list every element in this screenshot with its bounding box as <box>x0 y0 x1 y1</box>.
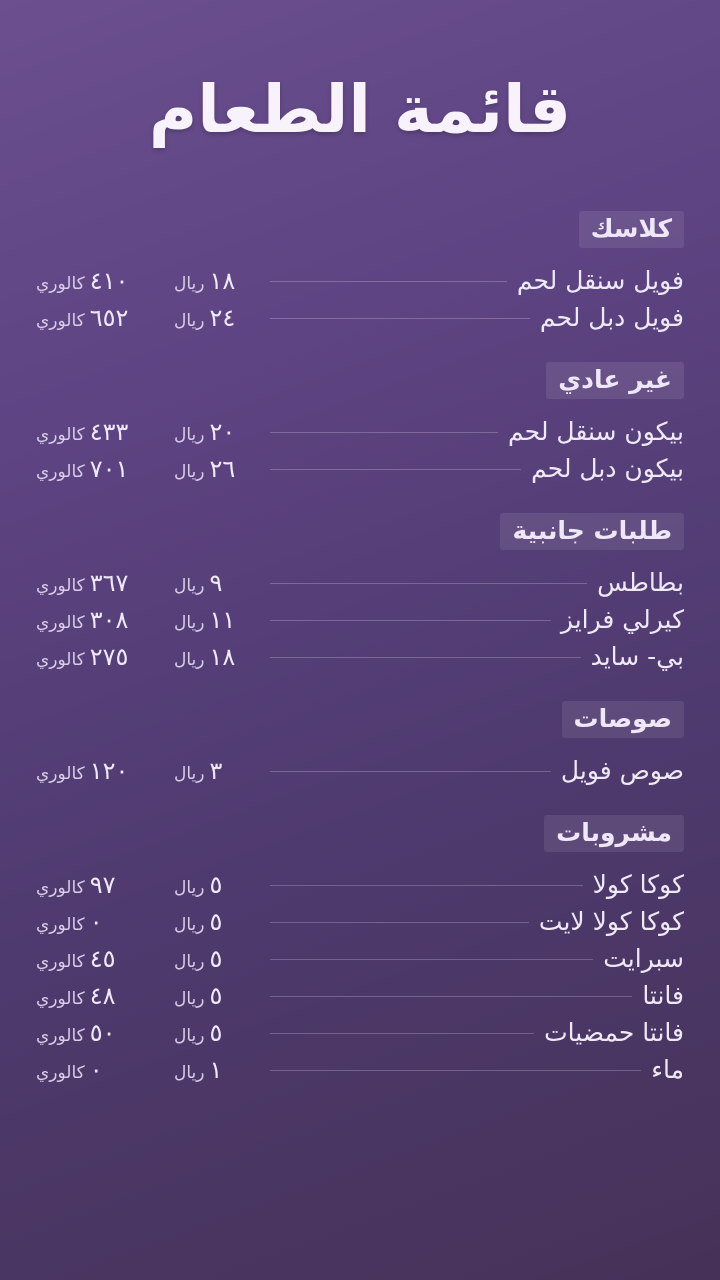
calorie-unit-label: كالوري <box>36 424 85 445</box>
menu-item-name: كيرلي فرايز <box>560 604 684 634</box>
leader-line <box>270 995 632 997</box>
menu-sections <box>36 211 684 1114</box>
price-value: ٥ <box>209 944 223 973</box>
menu-item-calories <box>36 606 164 634</box>
leader-line <box>270 468 521 470</box>
leader-line <box>270 921 529 923</box>
menu-item-calories <box>36 945 164 973</box>
section-title: طلبات جانبية <box>500 513 684 550</box>
menu-item-price <box>174 871 260 899</box>
menu-item-name: فانتا <box>642 980 684 1010</box>
menu-item-price <box>174 418 260 446</box>
calories-value: ١٢٠ <box>89 756 129 785</box>
section-header <box>36 701 684 738</box>
leader-line <box>270 770 551 772</box>
menu-item-calories <box>36 455 164 483</box>
menu-section <box>36 211 684 336</box>
calories-value: ٣٠٨ <box>89 605 129 634</box>
section-title: صوصات <box>562 701 685 738</box>
menu-item-price <box>174 757 260 785</box>
menu-item-price <box>174 455 260 483</box>
menu-item-calories <box>36 982 164 1010</box>
calorie-unit-label: كالوري <box>36 575 85 596</box>
currency-label: ريال <box>174 877 205 898</box>
price-value: ٢٤ <box>209 303 236 332</box>
currency-label: ريال <box>174 763 205 784</box>
menu-item-calories <box>36 757 164 785</box>
calorie-unit-label: كالوري <box>36 461 85 482</box>
menu-item-calories <box>36 643 164 671</box>
calorie-unit-label: كالوري <box>36 877 85 898</box>
menu-item-name: فويل دبل لحم <box>539 302 684 332</box>
leader-line <box>270 619 551 621</box>
leader-line <box>270 317 530 319</box>
menu-item-row <box>36 752 684 789</box>
price-value: ٣ <box>209 756 223 785</box>
calories-value: ٥٠ <box>89 1018 116 1047</box>
leader-line <box>270 958 593 960</box>
menu-item-price <box>174 945 260 973</box>
menu-item-price <box>174 606 260 634</box>
menu-item-calories <box>36 304 164 332</box>
section-header <box>36 362 684 399</box>
leader-line <box>270 280 507 282</box>
price-value: ٥ <box>209 907 223 936</box>
calories-value: ٧٠١ <box>89 454 129 483</box>
menu-item-name: فويل سنقل لحم <box>516 265 684 295</box>
leader-line <box>270 656 581 658</box>
menu-item-price <box>174 1019 260 1047</box>
calorie-unit-label: كالوري <box>36 612 85 633</box>
calories-value: ٦٥٢ <box>89 303 129 332</box>
leader-line <box>270 582 587 584</box>
menu-item-price <box>174 643 260 671</box>
calories-value: ٤٥ <box>89 944 116 973</box>
price-value: ١٨ <box>209 266 236 295</box>
currency-label: ريال <box>174 424 205 445</box>
calories-value: ٠ <box>89 907 103 936</box>
menu-item-row <box>36 413 684 450</box>
menu-section <box>36 701 684 789</box>
currency-label: ريال <box>174 988 205 1009</box>
menu-item-name: بطاطس <box>597 567 684 597</box>
menu-item-row <box>36 638 684 675</box>
calories-value: ٤١٠ <box>89 266 129 295</box>
menu-item-row <box>36 977 684 1014</box>
menu-item-name: كوكا كولا لايت <box>538 906 684 936</box>
calorie-unit-label: كالوري <box>36 914 85 935</box>
calories-value: ٠ <box>89 1055 103 1084</box>
menu-item-name: بيكون سنقل لحم <box>508 416 684 446</box>
menu-item-name: ماء <box>651 1054 684 1084</box>
menu-item-calories <box>36 569 164 597</box>
menu-item-name: فانتا حمضيات <box>544 1017 684 1047</box>
price-value: ٩ <box>209 568 223 597</box>
calorie-unit-label: كالوري <box>36 988 85 1009</box>
currency-label: ريال <box>174 914 205 935</box>
price-value: ٥ <box>209 870 223 899</box>
menu-section <box>36 815 684 1088</box>
menu-item-row <box>36 450 684 487</box>
price-value: ١١ <box>209 605 236 634</box>
menu-item-calories <box>36 267 164 295</box>
menu-item-name: بي- سايد <box>590 641 684 671</box>
menu-item-row <box>36 903 684 940</box>
calorie-unit-label: كالوري <box>36 310 85 331</box>
menu-item-calories <box>36 908 164 936</box>
calories-value: ٤٨ <box>89 981 116 1010</box>
section-header <box>36 211 684 248</box>
currency-label: ريال <box>174 951 205 972</box>
menu-item-calories <box>36 1019 164 1047</box>
calories-value: ٤٣٣ <box>89 417 129 446</box>
menu-item-calories <box>36 1056 164 1084</box>
menu-item-price <box>174 304 260 332</box>
calories-value: ٢٧٥ <box>89 642 129 671</box>
menu-item-row <box>36 1014 684 1051</box>
section-header <box>36 513 684 550</box>
currency-label: ريال <box>174 273 205 294</box>
page-title-wrap <box>36 71 684 148</box>
currency-label: ريال <box>174 612 205 633</box>
currency-label: ريال <box>174 461 205 482</box>
price-value: ٥ <box>209 981 223 1010</box>
menu-item-calories <box>36 871 164 899</box>
calorie-unit-label: كالوري <box>36 273 85 294</box>
menu-item-row <box>36 940 684 977</box>
menu-item-name: سبرايت <box>603 943 684 973</box>
menu-item-row <box>36 866 684 903</box>
leader-line <box>270 431 498 433</box>
menu-item-price <box>174 982 260 1010</box>
page-title: قائمة الطعام <box>148 71 572 148</box>
menu-section <box>36 362 684 487</box>
menu-item-price <box>174 908 260 936</box>
menu-item-row <box>36 1051 684 1088</box>
menu-item-row <box>36 601 684 638</box>
calorie-unit-label: كالوري <box>36 951 85 972</box>
menu-item-calories <box>36 418 164 446</box>
section-title: كلاسك <box>579 211 684 248</box>
menu-item-row <box>36 564 684 601</box>
section-title: غير عادي <box>546 362 684 399</box>
menu-item-price <box>174 267 260 295</box>
calorie-unit-label: كالوري <box>36 1025 85 1046</box>
menu-item-name: كوكا كولا <box>592 869 684 899</box>
price-value: ٢٦ <box>209 454 236 483</box>
menu-section <box>36 513 684 675</box>
calories-value: ٣٦٧ <box>89 568 129 597</box>
price-value: ٢٠ <box>209 417 236 446</box>
price-value: ١ <box>209 1055 223 1084</box>
calorie-unit-label: كالوري <box>36 763 85 784</box>
currency-label: ريال <box>174 649 205 670</box>
leader-line <box>270 1069 641 1071</box>
menu-item-row <box>36 299 684 336</box>
menu-item-price <box>174 569 260 597</box>
calorie-unit-label: كالوري <box>36 1062 85 1083</box>
currency-label: ريال <box>174 575 205 596</box>
menu-item-row <box>36 262 684 299</box>
currency-label: ريال <box>174 1025 205 1046</box>
currency-label: ريال <box>174 1062 205 1083</box>
leader-line <box>270 1032 534 1034</box>
section-header <box>36 815 684 852</box>
calories-value: ٩٧ <box>89 870 116 899</box>
calorie-unit-label: كالوري <box>36 649 85 670</box>
price-value: ٥ <box>209 1018 223 1047</box>
currency-label: ريال <box>174 310 205 331</box>
menu-item-name: بيكون دبل لحم <box>531 453 684 483</box>
section-title: مشروبات <box>544 815 684 852</box>
menu-item-name: صوص فويل <box>560 755 684 785</box>
price-value: ١٨ <box>209 642 236 671</box>
menu-item-price <box>174 1056 260 1084</box>
leader-line <box>270 884 583 886</box>
